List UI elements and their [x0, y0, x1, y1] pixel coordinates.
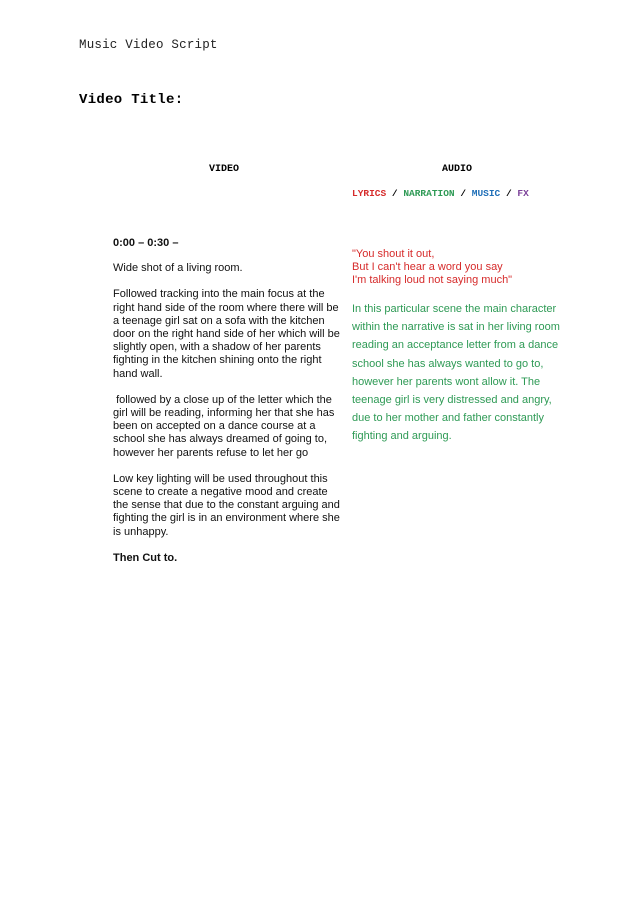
lyrics-line: "You shout it out,	[352, 248, 435, 260]
key-separator: /	[505, 188, 512, 199]
shot-description-wide: Wide shot of a living room.	[113, 262, 243, 275]
audio-column	[352, 248, 572, 446]
timecode: 0:00 – 0:30 –	[113, 237, 179, 249]
shot-description-tracking: Followed tracking into the main focus at the right hand side of the room where there will be a teenage girl sat on a sofa with the kitchen door on the right hand side of her which will be slightly open, with a shadow of her parents fighting in the kitchen shining onto the right hand wall.	[113, 288, 340, 380]
key-fx: FX	[517, 188, 529, 199]
key-separator: /	[391, 188, 398, 199]
lyrics-line: I'm talking loud not saying much"	[352, 274, 513, 286]
audio-column-heading: AUDIO	[442, 164, 473, 175]
key-lyrics: LYRICS	[352, 188, 387, 199]
shot-description-closeup: followed by a close up of the letter which the girl will be reading, informing her that she has been on accepted on a dance course at a school she has always dreamed of going to, however her parents refuse to let her go	[113, 393, 338, 459]
lyrics-block	[352, 248, 572, 287]
key-narration: NARRATION	[403, 188, 455, 199]
video-column-heading: VIDEO	[209, 164, 240, 175]
lighting-description: Low key lighting will be used throughout this scene to create a negative mood and create the sense that due to the constant arguing and fighting the girl is in an environment where she is unhappy.	[113, 472, 340, 538]
video-column	[113, 237, 345, 578]
key-separator: /	[460, 188, 467, 199]
lyrics-line: But I can't hear a word you say	[352, 261, 503, 273]
narration-text: In this particular scene the main character within the narrative is sat in her living room reading an acceptance letter from a dance school she has always wanted to go to, however her parents wont allow it. The teenage girl is very distressed and angry, due to her mother and father constantly fighting and arguing.	[352, 303, 560, 443]
document-header: Music Video Script	[79, 38, 218, 52]
video-title-label: Video Title:	[79, 92, 184, 108]
audio-color-key	[352, 188, 529, 199]
cut-instruction: Then Cut to.	[113, 551, 178, 564]
key-music: MUSIC	[471, 188, 501, 199]
